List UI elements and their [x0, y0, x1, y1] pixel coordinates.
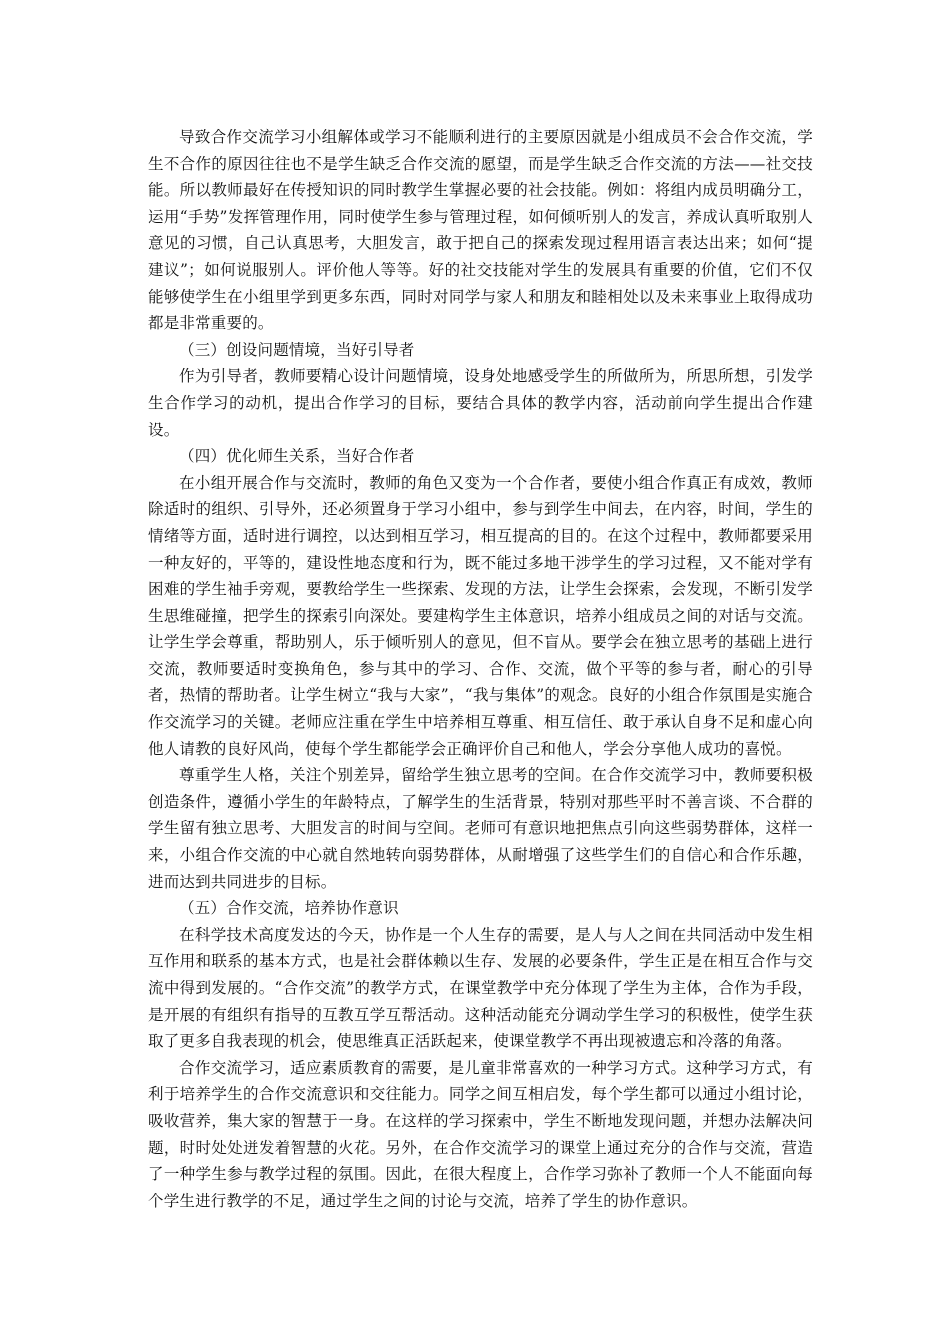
- body-paragraph: 在小组开展合作与交流时，教师的角色又变为一个合作者，要使小组合作真正有成效，教师除适时的组织、引导外，还必须置身于学习小组中，参与到学生中间去，在内容，时间，学生的情绪等方面，适时进行调控，以达到相互学习，相互提高的目的。在这个过程中，教师都要采用一种友好的，平等的，建设性地态度和行为，既不能过多地干涉学生的学习过程，又不能对学有困难的学生袖手旁观，要教给学生一些探索、发现的方法，让学生会探索，会发现，不断引发学生思维碰撞，把学生的探索引向深处。要建构学生主体意识，培养小组成员之间的对话与交流。让学生学会尊重，帮助别人，乐于倾听别人的意见，但不盲从。要学会在独立思考的基础上进行交流，教师要适时变换角色，参与其中的学习、合作、交流，做个平等的参与者，耐心的引导者，热情的帮助者。让学生树立“我与大家”，“我与集体”的观念。良好的小组合作氛围是实施合作交流学习的关键。老师应注重在学生中培养相互尊重、相互信任、敢于承认自身不足和虚心向他人请教的良好风尚，使每个学生都能学会正确评价自己和他人，学会分享他人成功的喜悦。: [148, 473, 813, 758]
- body-paragraph: 导致合作交流学习小组解体或学习不能顺利进行的主要原因就是小组成员不会合作交流，学生不合作的原因往往也不是学生缺乏合作交流的愿望，而是学生缺乏合作交流的方法——社交技能。所以教师最好在传授知识的同时教学生掌握必要的社会技能。例如：将组内成员明确分工，运用“手势”发挥管理作用，同时使学生参与管理过程，如何倾听别人的发言，养成认真听取别人意见的习惯，自己认真思考，大胆发言，敢于把自己的探索发现过程用语言表达出来；如何“提建议”；如何说服别人。评价他人等等。好的社交技能对学生的发展具有重要的价值，它们不仅能够使学生在小组里学到更多东西，同时对同学与家人和朋友和睦相处以及未来事业上取得成功都是非常重要的。: [148, 128, 813, 333]
- body-paragraph: 在科学技术高度发达的今天，协作是一个人生存的需要，是人与人之间在共同活动中发生相互作用和联系的基本方式，也是社会群体赖以生存、发展的必要条件，学生正是在相互合作与交流中得到发展的。“合作交流”的教学方式，在课堂教学中充分体现了学生为主体，合作为手段，是开展的有组织有指导的互教互学互帮活动。这种活动能充分调动学生学习的积极性，使学生获取了更多自我表现的机会，使思维真正活跃起来，使课堂教学不再出现被遗忘和冷落的角落。: [148, 925, 813, 1051]
- section-heading: （四）优化师生关系，当好合作者: [179, 447, 415, 466]
- body-paragraph: 尊重学生人格，关注个别差异，留给学生独立思考的空间。在合作交流学习中，教师要积极创造条件，遵循小学生的年龄特点，了解学生的生活背景，特别对那些平时不善言谈、不合群的学生留有独立思考、大胆发言的时间与空间。老师可有意识地把焦点引向这些弱势群体，这样一来，小组合作交流的中心就自然地转向弱势群体，从耐增强了这些学生们的自信心和合作乐趣，进而达到共同进步的目标。: [148, 766, 813, 891]
- document-page: [148, 124, 813, 1214]
- section-heading: （三）创设问题情境，当好引导者: [179, 340, 415, 359]
- section-heading: （五）合作交流，培养协作意识: [179, 899, 399, 918]
- body-paragraph: 作为引导者，教师要精心设计问题情境，设身处地感受学生的所做所为，所思所想，引发学生合作学习的动机，提出合作学习的目标，要结合具体的教学内容，活动前向学生提出合作建设。: [148, 367, 813, 439]
- body-paragraph: 合作交流学习，适应素质教育的需要，是儿童非常喜欢的一种学习方式。这种学习方式，有利于培养学生的合作交流意识和交往能力。同学之间互相启发，每个学生都可以通过小组讨论，吸收营养，集大家的智慧于一身。在这样的学习探索中，学生不断地发现问题，并想办法解决问题，时时处处迸发着智慧的火花。另外，在合作交流学习的课堂上通过充分的合作与交流，营造了一种学生参与教学过程的氛围。因此，在很大程度上，合作学习弥补了教师一个人不能面向每个学生进行教学的不足，通过学生之间的讨论与交流，培养了学生的协作意识。: [148, 1058, 813, 1210]
